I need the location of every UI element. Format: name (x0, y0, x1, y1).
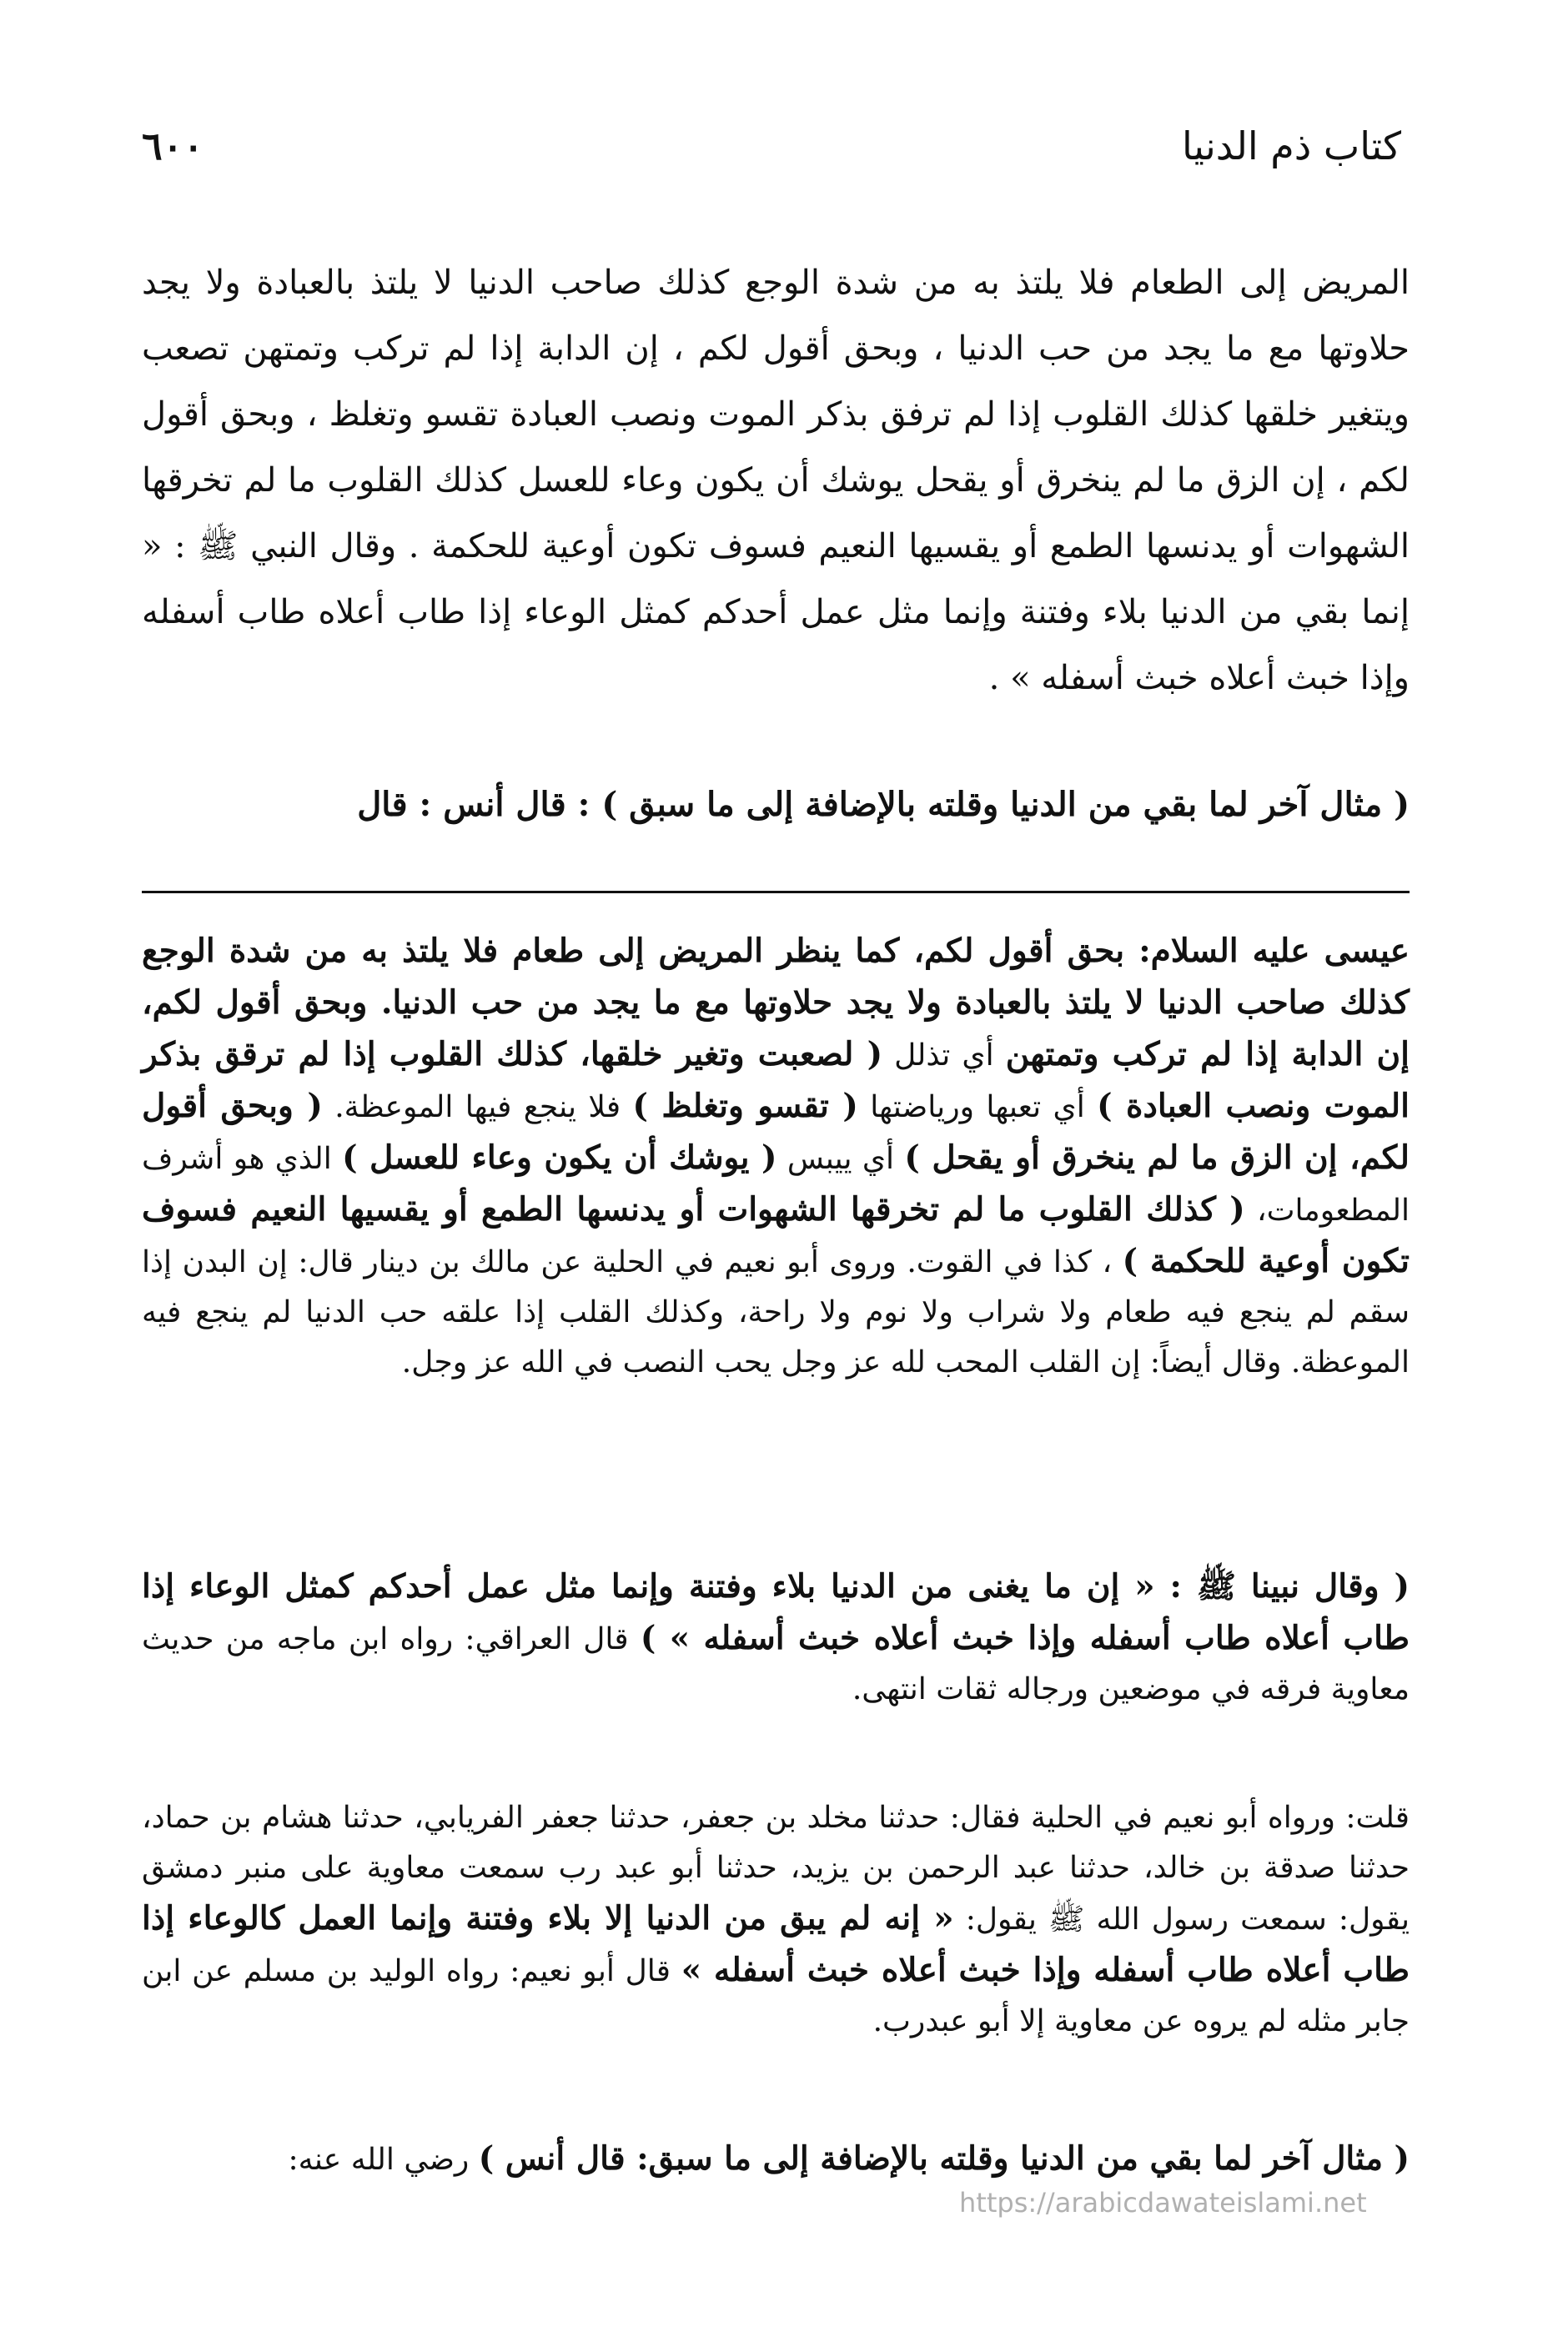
plain-segment: فلا ينجع فيها الموعظة. (322, 1090, 633, 1124)
plain-segment: قال العراقي: رواه ابن ماجه من حديث معاوية فرقه في موضعين ورجاله ثقات انتهى. (142, 1622, 1410, 1706)
bold-segment: ( يوشك أن يكون وعاء للعسل ) (342, 1138, 777, 1177)
bold-segment: ( وقال نبينا ﷺ : « إن ما يغنى من الدنيا بلاء وفتنة وإنما مثل عمل أحدكم كمثل الوعاء إذا طاب أعلاه طاب أسفله وإذا خبث أعلاه خبث أسفله » ) (142, 1567, 1410, 1657)
bold-segment: ( كذلك القلوب ما لم تخرقها الشهوات أو يدنسها الطمع أو يقسيها النعيم فسوف تكون أوعية للحكمة ) (142, 1190, 1410, 1280)
plain-segment: قال أبو نعيم: رواه الوليد بن مسلم عن ابن جابر مثله لم يروه عن معاوية إلا أبو عبدرب. (142, 1954, 1410, 2038)
plain-segment: أي ييبس (776, 1142, 905, 1176)
main-text (142, 250, 1410, 711)
page-number: ٦٠٠ (142, 123, 204, 168)
commentary-paragraph-2 (142, 1561, 1410, 1715)
bold-segment: ( مثال آخر لما بقي من الدنيا وقلته بالإضافة إلى ما سبق: قال أنس ) (478, 2139, 1410, 2178)
bold-segment: ( تقسو وتغلظ ) (632, 1087, 858, 1125)
commentary-text (142, 2133, 1410, 2185)
main-heading (142, 776, 1410, 834)
watermark-url: https://arabicdawateislami.net (959, 2187, 1367, 2219)
running-title: كتاب ذم الدنيا (1182, 123, 1401, 168)
commentary-text (142, 1793, 1410, 2047)
commentary-paragraph-4 (142, 2133, 1410, 2185)
plain-segment: الذي هو أشرف المطعومات، (142, 1142, 1410, 1228)
plain-segment: ، كذا في القوت. وروى أبو نعيم في الحلية عن مالك بن دينار قال: إن البدن إذا سقم لم ينجع فيه طعام ولا شراب ولا نوم ولا راحة، وكذلك القلب إذا علقه حب الدنيا لم ينجع فيه الموعظة. وقال أيضاً: إن القلب المحب لله عز وجل يحب النصب في الله عز وجل. (142, 1245, 1410, 1380)
commentary-text (142, 1561, 1410, 1715)
commentary-text (142, 926, 1410, 1388)
main-paragraph: المريض إلى الطعام فلا يلتذ به من شدة الوجع كذلك صاحب الدنيا لا يلتذ بالعبادة ولا يجد حلاوتها مع ما يجد من حب الدنيا ، وبحق أقول لكم ، إن الدابة إذا لم تركب وتمتهن تصعب ويتغير خلقها كذلك القلوب إذا لم ترفق بذكر الموت ونصب العبادة تقسو وتغلظ ، وبحق أقول لكم ، إن الزق ما لم ينخرق أو يقحل يوشك أن يكون وعاء للعسل كذلك القلوب ما لم تخرقها الشهوات أو يدنسها الطمع أو يقسيها النعيم فسوف تكون أوعية للحكمة . وقال النبي ﷺ : « إنما بقي من الدنيا بلاء وفتنة وإنما مثل عمل أحدكم كمثل الوعاء إذا طاب أعلاه طاب أسفله وإذا خبث أعلاه خبث أسفله » . (142, 264, 1410, 697)
commentary-paragraph-3 (142, 1793, 1410, 2047)
plain-segment: أي تعبها ورياضتها (857, 1090, 1098, 1124)
plain-segment: رضي الله عنه: (288, 2143, 479, 2177)
page-header (142, 123, 1401, 190)
plain-segment: أي تذلل (882, 1038, 1006, 1073)
bold-segment: عيسى عليه السلام: بحق أقول لكم، كما ينظر المريض إلى طعام فلا يلتذ به من شدة الوجع كذلك صاحب الدنيا لا يلتذ بالعبادة ولا يجد حلاوتها مع ما يجد من حب الدنيا. وبحق أقول لكم، إن الدابة إذا لم تركب وتمتهن (142, 932, 1410, 1073)
separator-rule (142, 891, 1410, 893)
commentary-paragraph-1 (142, 926, 1410, 1388)
bold-segment: ( وبحق أقول لكم، إن الزق ما لم ينخرق أو يقحل ) (142, 1087, 1410, 1177)
plain-segment: قلت: ورواه أبو نعيم في الحلية فقال: حدثنا مخلد بن جعفر، حدثنا جعفر الفريابي، حدثنا هشام بن حماد، حدثنا صدقة بن خالد، حدثنا عبد الرحمن بن يزيد، حدثنا أبو عبد رب سمعت معاوية على منبر دمشق يقول: سمعت رسول الله ﷺ يقول: (142, 1801, 1410, 1937)
main-heading-text: ( مثال آخر لما بقي من الدنيا وقلته بالإضافة إلى ما سبق ) : قال أنس : قال (357, 785, 1410, 824)
bold-segment: ( لصعبت وتغير خلقها، كذلك القلوب إذا لم ترقق بذكر الموت ونصب العبادة ) (142, 1035, 1410, 1125)
bold-segment: « إنه لم يبق من الدنيا إلا بلاء وفتنة وإنما العمل كالوعاء إذا طاب أعلاه طاب أسفله وإذا خبث أعلاه خبث أسفله » (142, 1899, 1410, 1989)
